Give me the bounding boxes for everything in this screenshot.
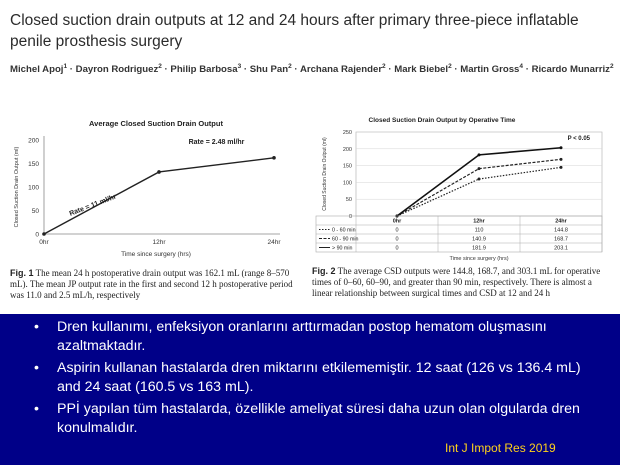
data-point [272, 156, 276, 160]
author-list: Michel Apoj$^1$ · Dayron Rodriguez$^2$ · Philip Barbosa$^3$ · Shu Pan$^2$ · Archana Rajender$^2$ · Mark Biebel$^2$ · Martin Gross$^4$ · Ricardo Munarriz$^2$ [10, 63, 614, 76]
data-point [560, 158, 563, 161]
legend-label: 0 - 60 min [332, 227, 356, 234]
figure-2-caption-text: The average CSD outputs were 144.8, 168.7, and 303.1 mL for operative times of 0–60, 60–90, and greater than 90 min, respectively. There is almost a linear relationship between surgical times and CSD at 12 and 24 h [312, 266, 601, 298]
data-point [157, 170, 161, 174]
y-axis-label: Closed Suction Drain Output (ml) [14, 146, 20, 228]
table-cell: 110 [474, 227, 484, 234]
legend-label: 60 - 90 min [332, 236, 359, 243]
y-tick-label: 200 [342, 146, 352, 153]
y-tick-label: 100 [28, 184, 39, 192]
figure-1-caption-label: Fig. 1 [10, 268, 34, 278]
data-point [478, 153, 481, 156]
series-line [44, 158, 274, 234]
y-tick-label: 50 [345, 197, 352, 204]
y-tick-label: 50 [31, 208, 39, 215]
data-point [42, 232, 46, 236]
plot-area [356, 132, 602, 216]
author-name: Dayron Rodriguez$^2$ [75, 63, 162, 76]
legend-label: > 90 min [332, 245, 353, 252]
author-name: Michel Apoj$^1$ [10, 63, 68, 76]
table-header-cell: 12hr [473, 218, 485, 225]
table-cell: 168.7 [554, 236, 568, 243]
significance-annotation: P < 0.05 [567, 136, 590, 142]
data-point [478, 178, 481, 181]
table-header-cell: 0hr [392, 218, 402, 225]
x-axis-label: Time since surgery (hrs) [449, 256, 509, 262]
author-name: Ricardo Munarriz$^2$ [531, 63, 614, 76]
y-tick-label: 0 [35, 231, 39, 239]
rate-annotation: Rate = 2.48 ml/hr [188, 138, 245, 146]
table-cell: 181.9 [472, 245, 486, 252]
y-tick-label: 200 [28, 137, 39, 145]
y-tick-label: 250 [342, 130, 352, 136]
x-tick-label: 24hr [267, 239, 281, 246]
table-cell: 140.9 [472, 236, 486, 243]
reference-citation: Int J Impot Res 2019 [445, 441, 556, 455]
y-tick-label: 150 [342, 163, 352, 170]
table-cell: 0 [395, 236, 399, 243]
table-header-cell: 24hr [555, 218, 567, 225]
series-line [397, 167, 561, 216]
figure-1-caption-text: The mean 24 h postoperative drain output was 162.1 mL (range 8–570 mL). The mean JP output rate in the first and second 12 h postoperative period was 11.0 and 2.5 mL/h, respectively [10, 268, 293, 300]
author-name: Martin Gross$^4$ [460, 63, 524, 76]
bullet-item: • Aspirin kullanan hastalarda dren miktarını etkilememiştir. 12 saat (126 vs 136.4 mL) and 24 saat (160.5 vs 163 mL). [30, 359, 590, 396]
author-name: Philip Barbosa$^3$ [170, 63, 242, 76]
table-cell: 144.8 [554, 227, 568, 234]
data-point [560, 146, 563, 149]
author-name: Archana Rajender$^2$ [299, 63, 386, 76]
bullet-list [30, 318, 590, 441]
bullet-item: • PPİ yapılan tüm hastalarda, özellikle ameliyat süresi daha uzun olan olgularda dren konulmalıdır. [30, 400, 590, 437]
figure-2-caption [312, 266, 612, 299]
figure-2-chart [312, 112, 612, 262]
chart-title: Average Closed Suction Drain Output [89, 119, 223, 128]
rate-annotation: Rate = 11 ml/hr [68, 193, 118, 218]
table-cell: 203.1 [554, 245, 568, 252]
figure-1-chart [6, 112, 304, 262]
x-tick-label: 12hr [152, 239, 166, 246]
table-cell: 0 [395, 227, 399, 234]
author-name: Mark Biebel$^2$ [394, 63, 452, 76]
figure-2-caption-label: Fig. 2 [312, 266, 336, 276]
x-tick-label: 0hr [39, 239, 49, 246]
figure-1-caption [10, 268, 302, 301]
y-tick-label: 150 [28, 161, 39, 168]
table-cell: 0 [395, 245, 399, 252]
bullet-item: • Dren kullanımı, enfeksiyon oranlarını arttırmadan postop hematom oluşmasını azaltmaktadır. [30, 318, 590, 355]
x-axis-label: Time since surgery (hrs) [121, 251, 191, 258]
author-name: Shu Pan$^2$ [249, 63, 292, 76]
y-axis-label: Closed Suction Drain Output (ml) [322, 137, 328, 211]
paper-title: Closed suction drain outputs at 12 and 24 hours after primary three-piece inflatable penile prosthesis surgery [10, 12, 579, 50]
data-point [478, 167, 481, 170]
data-point [560, 166, 563, 169]
series-line [397, 148, 561, 216]
y-tick-label: 0 [348, 214, 352, 220]
chart-title: Closed Suction Drain Output by Operative Time [368, 117, 516, 124]
y-tick-label: 100 [342, 180, 352, 187]
